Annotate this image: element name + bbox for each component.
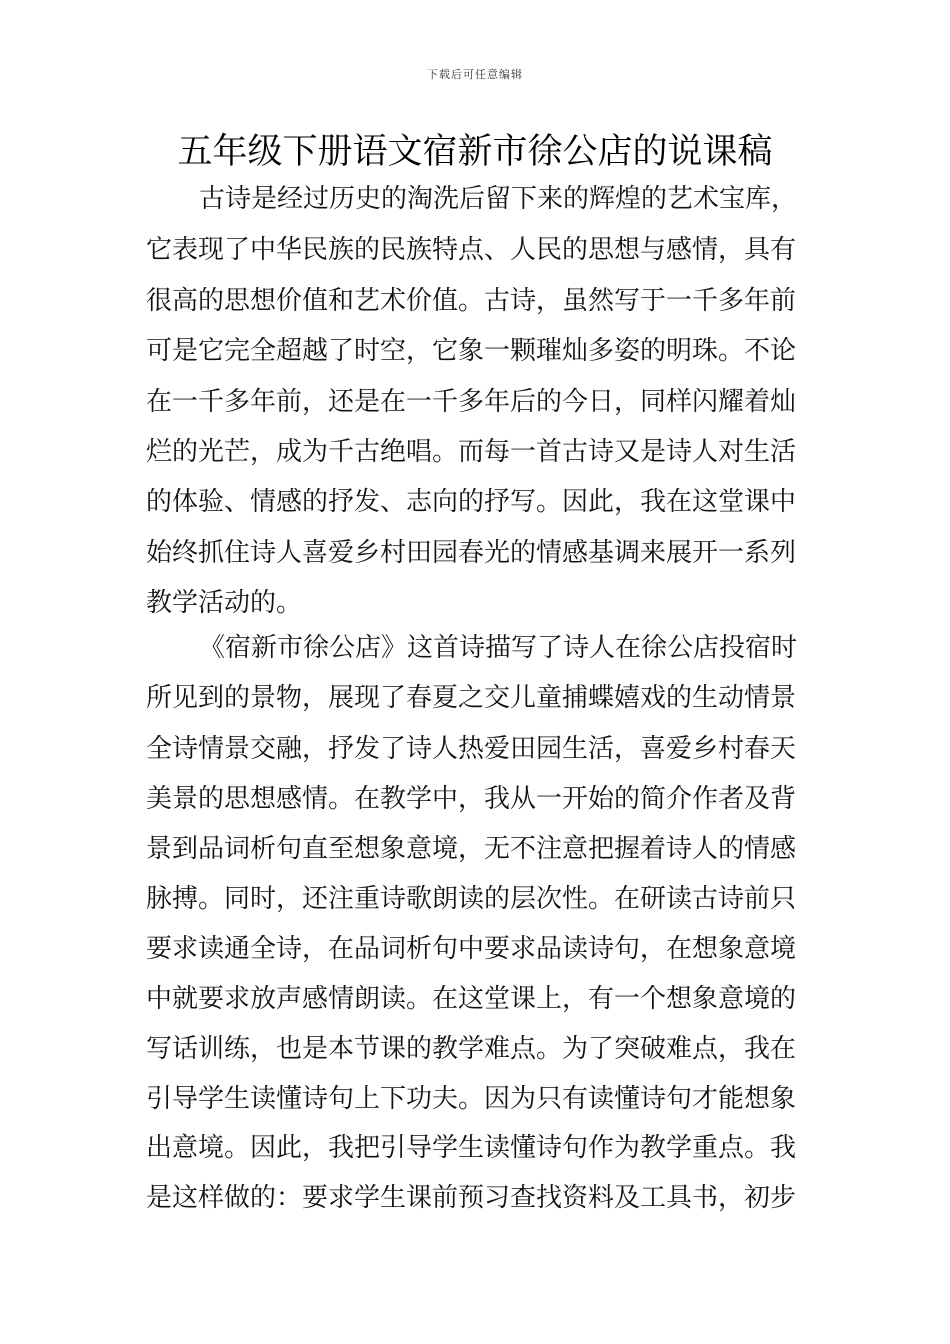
header-note: 下载后可任意编辑	[427, 68, 523, 81]
paragraph-line: 的体验、情感的抒发、志向的抒写。因此，我在这堂课中	[146, 487, 797, 517]
paragraph-line: 景到品词析句直至想象意境，无不注意把握着诗人的情感	[146, 834, 797, 864]
paragraph-line: 可是它完全超越了时空，它象一颗璀灿多姿的明珠。不论	[146, 336, 797, 366]
paragraph-line: 始终抓住诗人喜爱乡村田园春光的情感基调来展开一系列	[146, 538, 797, 568]
paragraph-line: 出意境。因此，我把引导学生读懂诗句作为教学重点。我	[146, 1133, 797, 1163]
paragraph-line: 是这样做的：要求学生课前预习查找资料及工具书，初步	[146, 1183, 797, 1213]
paragraph-line: 所见到的景物，展现了春夏之交儿童捕蝶嬉戏的生动情景	[146, 683, 797, 713]
page-title: 五年级下册语文宿新市徐公店的说课稿	[177, 132, 773, 172]
paragraph-line: 它表现了中华民族的民族特点、人民的思想与感情，具有	[146, 235, 797, 265]
paragraph-line: 引导学生读懂诗句上下功夫。因为只有读懂诗句才能想象	[146, 1084, 797, 1114]
paragraph-line: 中就要求放声感情朗读。在这堂课上，有一个想象意境的	[146, 984, 797, 1014]
paragraph-line: 美景的思想感情。在教学中，我从一开始的简介作者及背	[146, 784, 797, 814]
paragraph-line: 古诗是经过历史的淘洗后留下来的辉煌的艺术宝库，	[199, 184, 798, 214]
paragraph-line: 全诗情景交融，抒发了诗人热爱田园生活，喜爱乡村春天	[146, 734, 797, 764]
paragraph-line: 在一千多年前，还是在一千多年后的今日，同样闪耀着灿	[146, 387, 797, 417]
paragraph-line: 写话训练，也是本节课的教学难点。为了突破难点，我在	[146, 1034, 797, 1064]
paragraph-line: 脉搏。同时，还注重诗歌朗读的层次性。在研读古诗前只	[146, 884, 797, 914]
paragraph-line: 很高的思想价值和艺术价值。古诗，虽然写于一千多年前	[146, 286, 797, 316]
paragraph-line: 要求读通全诗，在品词析句中要求品读诗句，在想象意境	[146, 934, 797, 964]
paragraph-line: 教学活动的。	[146, 588, 303, 618]
paragraph-line: 《宿新市徐公店》这首诗描写了诗人在徐公店投宿时	[199, 633, 798, 663]
paragraph-line: 烂的光芒，成为千古绝唱。而每一首古诗又是诗人对生活	[146, 437, 797, 467]
